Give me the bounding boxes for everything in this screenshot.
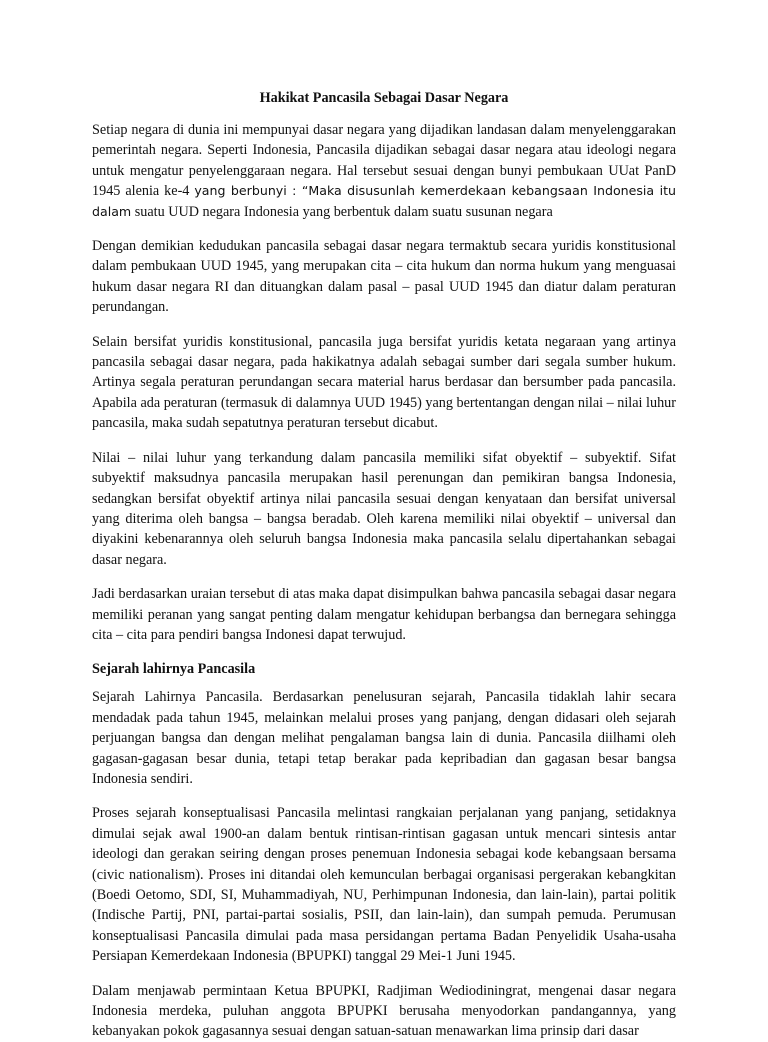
paragraph-1-text-c: suatu UUD negara Indonesia yang berbentuk dalam suatu susunan negara <box>131 203 553 220</box>
paragraph-2: Dengan demikian kedudukan pancasila sebagai dasar negara termaktub secara yuridis konstitusional dalam pembukaan UUD 1945, yang merupakan cita – cita hukum dan norma hukum yang menguasai hukum dasar negara RI dan dituangkan dalam pasal – pasal UUD 1945 dan diatur dalam peraturan perundangan. <box>92 238 676 316</box>
paragraph-1-text-a: Setiap negara di dunia ini mempunyai dasar negara yang dijadikan landasan dalam menyelenggarakan pemerintah negara. Seperti Indonesia, Pancasila dijadikan sebagai dasar negara atau ideologi negara untuk mengatur penyelenggaraan negara. Hal tersebut sesuai dengan bunyi pembukaan UUat PanD 1945 alenia ke-4 <box>92 122 676 200</box>
document-title: Hakikat Pancasila Sebagai Dasar Negara <box>259 90 509 106</box>
paragraph-4: Nilai – nilai luhur yang terkandung dalam pancasila memiliki sifat obyektif – subyektif. Sifat subyektif maksudnya pancasila merupakan hasil perenungan dan pemikiran bangsa Indonesia, sedangkan bersifat obyektif artinya nilai pancasila sesuai dengan kenyataan dan bersifat universal yang diterima oleh bangsa – bangsa beradab. Oleh karena memiliki nilai obyektif – universal dan diyakini kebenarannya oleh seluruh bangsa Indonesia maka pancasila selalu dipertahankan sebagai dasar negara. <box>92 449 676 568</box>
section-heading: Sejarah lahirnya Pancasila <box>92 661 256 678</box>
paragraph-6: Sejarah Lahirnya Pancasila. Berdasarkan penelusuran sejarah, Pancasila tidaklah lahir secara mendadak pada tahun 1945, melainkan melalui proses yang panjang, dengan didasari oleh sejarah perjuangan bangsa dan dengan melihat pengalaman bangsa lain di dunia. Pancasila diilhami oleh gagasan-gagasan besar dunia, tetapi tetap berakar pada kepribadian dan gagasan besar bangsa Indonesia sendiri. <box>92 689 676 787</box>
paragraph-7: Proses sejarah konseptualisasi Pancasila melintasi rangkaian perjalanan yang panjang, setidaknya dimulai sejak awal 1900-an dalam bentuk rintisan-rintisan gagasan untuk mencari sintesis antar ideologi dan gerakan seiring dengan proses penemuan Indonesia sebagai kode kebangsaan bersama (civic nationalism). Proses ini ditandai oleh kemunculan berbagai organisasi pergerakan kebangkitan (Boedi Oetomo, SDI, SI, Muhammadiyah, NU, Perhimpunan Indonesia, dan lain-lain), partai politik (Indische Partij, PNI, partai-partai sosialis, PSII, dan lain-lain), dan sumpah pemuda. Perumusan konseptualisasi Pancasila dimulai pada masa persidangan pertama Badan Penyelidik Usaha-usaha Persiapan Kemerdekaan Indonesia (BPUPKI) tanggal 29 Mei-1 Juni 1945. <box>92 805 676 965</box>
paragraph-8: Dalam menjawab permintaan Ketua BPUPKI, Radjiman Wediodiningrat, mengenai dasar negara Indonesia merdeka, puluhan anggota BPUPKI berusaha menyodorkan pandangannya, yang kebanyakan pokok gagasannya sesuai dengan satuan-satuan menawarkan lima prinsip dari dasar <box>92 982 676 1040</box>
paragraph-3: Selain bersifat yuridis konstitusional, pancasila juga bersifat yuridis ketata negaraan yang artinya pancasila sebagai dasar negara, pada hakikatnya adalah sebagai sumber dari segala sumber hukum. Artinya segala peraturan perundangan secara material harus berdasar dan bersumber pada pancasila. Apabila ada peraturan (termasuk di dalamnya UUD 1945) yang bertentangan dengan nilai – nilai luhur pancasila, maka sudah sepatutnya peraturan tersebut dicabut. <box>92 333 676 432</box>
paragraph-1 <box>92 120 676 222</box>
paragraph-1-quote: yang berbunyi : “Maka disusunlah kemerdekaan kebangsaan Indonesia itu dalam <box>92 183 676 219</box>
paragraph-5: Jadi berdasarkan uraian tersebut di atas maka dapat disimpulkan bahwa pancasila sebagai dasar negara memiliki peranan yang sangat penting dalam mengatur kehidupan berbangsa dan bernegara sehingga cita – cita para pendiri bangsa Indonesi dapat terwujud. <box>92 586 676 643</box>
